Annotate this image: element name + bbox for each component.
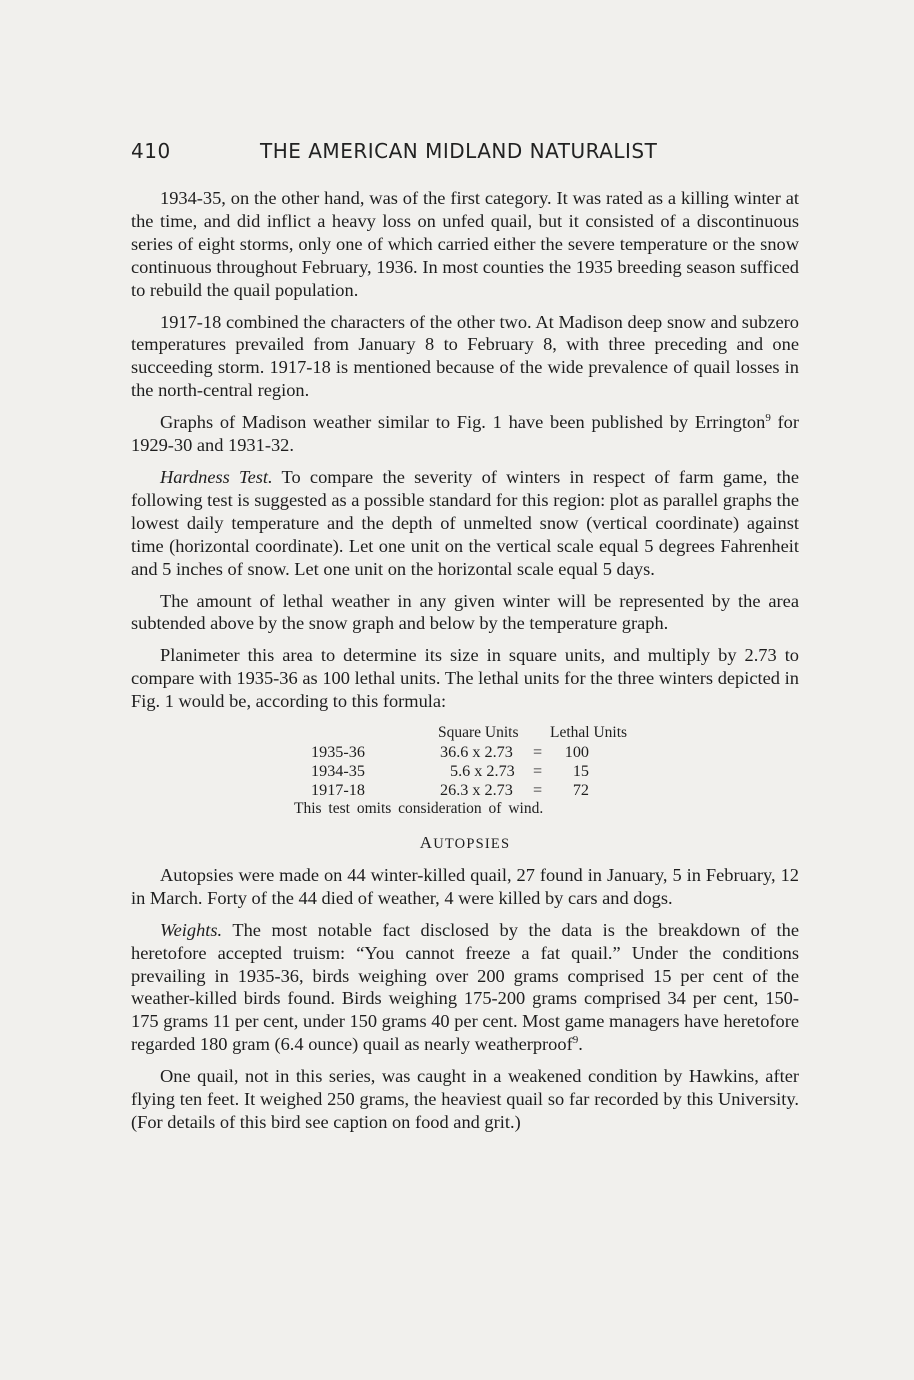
table-note: This test omits consideration of wind. <box>294 800 544 818</box>
table-cell-year: 1917-18 <box>311 781 365 800</box>
paragraph: Autopsies were made on 44 winter-killed quail, 27 found in January, 5 in February, 12 in March. Forty of the 44 died of weather, 4 were killed by cars and dogs. <box>131 864 799 908</box>
column-header-square-units: Square Units <box>438 724 519 742</box>
paragraph <box>131 919 799 1056</box>
table-cell-equals: = <box>533 743 543 762</box>
paragraph: One quail, not in this series, was caught in a weakened condition by Hawkins, after flying ten feet. It weighed 250 grams, the heaviest quail so far recorded by this University. (For details of this bird see caption on food and grit.) <box>131 1066 799 1132</box>
run-in-heading: Weights. <box>160 919 223 940</box>
paragraph-text: . <box>578 1034 583 1055</box>
paragraph-text: The most notable fact disclosed by the data is the breakdown of the heretofore accepted truism: “You cannot freeze a fat quail.” Under the conditions prevailing in 1935-36, birds weighing over 200 grams comprised 15 per cent of the weather-killed birds found. Birds weighing 175-200 grams comprised 34 per cent, 150-175 grams 11 per cent, under 150 grams 40 per cent. Most game managers have heretofore regarded 180 gram (6.4 ounce) quail as nearly weatherproof <box>131 919 799 1055</box>
lethal-units-table <box>131 722 799 818</box>
paragraph-text: Graphs of Madison weather similar to Fig. 1 have been published by Errington <box>160 412 766 433</box>
journal-title: THE AMERICAN MIDLAND NATURALIST <box>260 139 658 163</box>
column-header-lethal-units: Lethal Units <box>550 724 628 742</box>
footnote-ref: 9 <box>765 412 771 425</box>
table-cell-lethal: 72 <box>572 781 589 800</box>
page-number: 410 <box>131 139 171 163</box>
table-cell-lethal: 100 <box>564 743 589 762</box>
paragraph: The amount of lethal weather in any given winter will be represented by the area subtended above by the snow graph and below by the temperature graph. <box>131 590 799 634</box>
table-cell-square: 26.3 x 2.73 <box>440 781 513 800</box>
section-heading-rest: UTOPSIES <box>433 836 511 853</box>
table-cell-equals: = <box>533 762 543 781</box>
table-row <box>131 741 799 761</box>
table-row <box>131 760 799 780</box>
table-cell-lethal: 15 <box>572 762 589 781</box>
paragraph-text: To compare the severity of winters in respect of farm game, the following test is suggested as a possible standard for this region: plot as parallel graphs the lowest daily temperature and the depth of unmelted snow (vertical coordinate) against time (horizontal coordinate). Let one unit on the vertical scale equal 5 degrees Fahrenheit and 5 inches of snow. Let one unit on the horizontal scale equal 5 days. <box>131 466 799 579</box>
table-cell-year: 1935-36 <box>311 743 365 762</box>
table-row <box>131 779 799 799</box>
section-heading-initial: A <box>419 833 434 853</box>
run-in-heading: Hardness Test. <box>160 466 273 487</box>
table-cell-square: 36.6 x 2.73 <box>440 743 513 762</box>
footnote-ref: 9 <box>572 1034 579 1047</box>
section-heading <box>131 832 799 856</box>
table-cell-equals: = <box>533 781 543 800</box>
paragraph <box>131 466 799 581</box>
paragraph-text: for 1929-30 and 1931-32. <box>131 412 800 456</box>
paragraph <box>131 411 799 457</box>
paragraph: Planimeter this area to determine its size in square units, and multiply by 2.73 to compare with 1935-36 as 100 lethal units. The lethal units for the three winters depicted in Fig. 1 would be, according to this formula: <box>131 645 799 712</box>
paragraph: 1934-35, on the other hand, was of the first category. It was rated as a killing winter at the time, and did inflict a heavy loss on unfed quail, but it consisted of a discontinuous series of eight storms, only one of which carried either the severe temperature or the snow continuous throughout February, 1936. In most counties the 1935 breeding season sufficed to rebuild the quail population. <box>131 188 799 300</box>
table-cell-square: 5.6 x 2.73 <box>450 762 515 781</box>
table-cell-year: 1934-35 <box>311 762 365 781</box>
paragraph: 1917-18 combined the characters of the other two. At Madison deep snow and subzero temperatures prevailed from January 8 to February 8, with three preceding and one succeeding storm. 1917-18 is mentioned because of the wide prevalence of quail losses in the north-central region. <box>131 311 799 401</box>
body-text <box>131 187 799 1143</box>
